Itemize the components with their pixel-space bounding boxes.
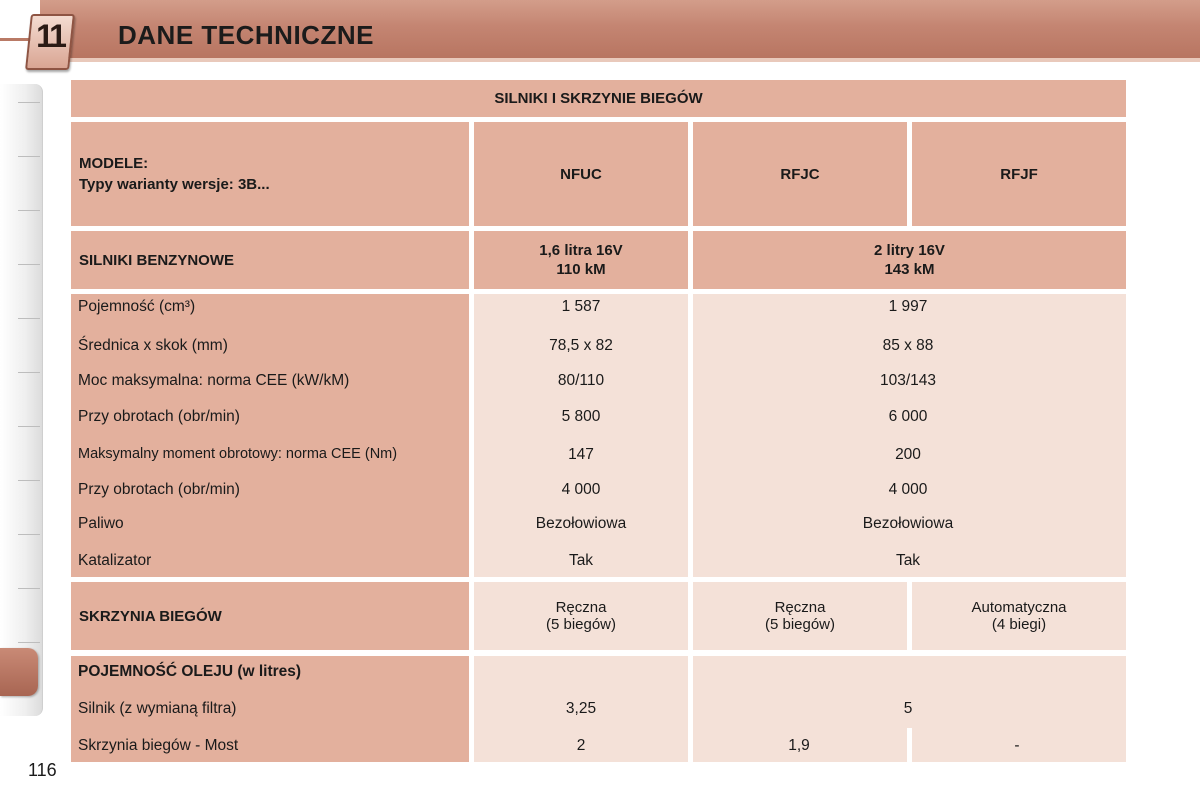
side-notch [18, 480, 40, 481]
spec-value: 200 [895, 446, 921, 463]
engine-2-line2: 143 kM [884, 261, 935, 278]
engine-2-line1: 2 litry 16V [874, 242, 945, 259]
oil-engine-value: 5 [903, 700, 913, 717]
oil-gearbox-value: - [1014, 737, 1020, 754]
chapter-number: 11 [36, 18, 64, 54]
spec-label: Pojemność (cm³) [78, 298, 196, 315]
spec-label: Średnica x skok (mm) [78, 337, 228, 354]
oil-label: POJEMNOŚĆ OLEJU (w litres) [78, 663, 302, 680]
engine-1-cell [474, 231, 688, 289]
spec-label: Katalizator [78, 552, 152, 569]
spec-value: Tak [895, 552, 921, 569]
gearbox-gears: (5 biegów) [545, 616, 617, 633]
side-notch [18, 426, 40, 427]
model-nfuc: NFUC [474, 122, 688, 226]
engine-1-line2: 110 kM [556, 261, 606, 278]
gearbox-cell-3 [912, 582, 1126, 650]
side-notch [18, 588, 40, 589]
model-rfjc: RFJC [693, 122, 907, 226]
models-sublabel: Typy warianty wersje: 3B... [79, 176, 270, 193]
spec-value: 1 997 [888, 298, 928, 315]
engines-label: SILNIKI BENZYNOWE [71, 231, 469, 289]
spec-value: Bezołowiowa [862, 515, 954, 532]
gearbox-cell-2 [693, 582, 907, 650]
chapter-tab-active[interactable] [0, 648, 38, 696]
engine-2-cell [693, 231, 1126, 289]
oil-gearbox-label: Skrzynia biegów - Most [78, 737, 239, 754]
model-rfjf: RFJF [912, 122, 1126, 226]
oil-gearbox-value: 1,9 [788, 737, 810, 754]
page-header [0, 0, 1200, 68]
spec-value: 103/143 [879, 372, 937, 389]
spec-label: Paliwo [78, 515, 124, 532]
gearbox-label: SKRZYNIA BIEGÓW [71, 582, 469, 650]
header-underline [40, 58, 1200, 62]
oil-gearbox-value: 2 [576, 737, 586, 754]
spec-value: 5 800 [561, 408, 601, 425]
side-notch [18, 642, 40, 643]
side-notch [18, 534, 40, 535]
side-notch [18, 318, 40, 319]
spec-label: Przy obrotach (obr/min) [78, 408, 240, 425]
spec-value: Bezołowiowa [535, 515, 627, 532]
spec-value: 78,5 x 82 [549, 337, 613, 354]
spec-value: 4 000 [561, 481, 601, 498]
models-label: MODELE: [79, 155, 149, 172]
spec-value: 1 587 [561, 298, 601, 315]
oil-engine-label: Silnik (z wymianą filtra) [78, 700, 237, 717]
spec-value: 147 [568, 446, 594, 463]
oil-engine-value: 3,25 [565, 700, 597, 717]
spec-value: Tak [568, 552, 594, 569]
spec-value: 4 000 [888, 481, 928, 498]
chapter-side-rail [0, 84, 43, 716]
side-notch [18, 156, 40, 157]
models-header-cell [71, 122, 469, 226]
page-title: DANE TECHNICZNE [118, 20, 374, 50]
spec-label: Maksymalny moment obrotowy: norma CEE (Nm) [78, 446, 398, 462]
gearbox-type: Ręczna [555, 599, 607, 616]
spec-value: 85 x 88 [882, 337, 934, 354]
spec-label: Moc maksymalna: norma CEE (kW/kM) [78, 372, 350, 389]
spec-value: 80/110 [557, 372, 605, 389]
engine-1-line1: 1,6 litra 16V [539, 242, 623, 259]
gearbox-gears: (5 biegów) [764, 616, 836, 633]
gearbox-type: Automatyczna [971, 599, 1067, 616]
side-notch [18, 210, 40, 211]
page-number: 116 [28, 760, 57, 780]
gearbox-type: Ręczna [774, 599, 826, 616]
side-notch [18, 264, 40, 265]
table-title: SILNIKI I SKRZYNIE BIEGÓW [71, 80, 1126, 117]
gearbox-cell-1 [474, 582, 688, 650]
side-notch [18, 372, 40, 373]
side-notch [18, 102, 40, 103]
gearbox-gears: (4 biegi) [991, 616, 1047, 633]
spec-value: 6 000 [888, 408, 928, 425]
spec-label: Przy obrotach (obr/min) [78, 481, 240, 498]
